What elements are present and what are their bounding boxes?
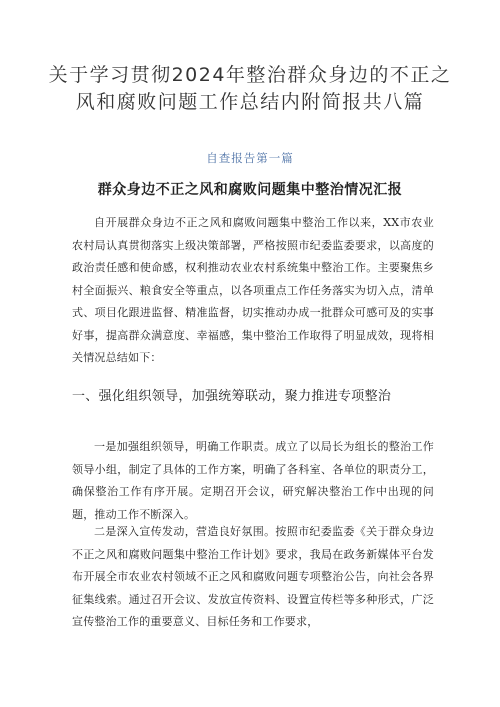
document-title: 关于学习贯彻2024年整治群众身边的不正之风和腐败问题工作总结内附简报共八篇 [48,64,452,113]
paragraph-publicity: 二是深入宣传发动，营造良好氛围。按照市纪委监委《关于群众身边不正之风和腐败问题集中整治工作计划》要求，我局在政务新媒体平台发布开展全市农业农村领域不正之风和腐败问题专项整治公告，向社会各界征集线索。通过召开会议、发放宣传资料、设置宣传栏等多种形式，广泛宣传整治工作的重要意义、目标任务和工作要求， [72,525,434,628]
paragraph-organization: 一是加强组织领导，明确工作职责。成立了以局长为组长的整治工作领导小组，制定了具体的工作方案，明确了各科室、各单位的职责分工，确保整治工作有序开展。定期召开会议，研究解决整治工作中出现的问题，推动工作不断深入。 [72,440,434,521]
section-heading-1: 一、强化组织领导，加强统筹联动，聚力推进专项整治 [72,389,392,404]
paragraph-intro: 自开展群众身边不正之风和腐败问题集中整治工作以来，XX市农业农村局认真贯彻落实上级决策部署，严格按照市纪委监委要求，以高度的政治责任感和使命感，权利推动农业农村系统集中整治工作。主要聚焦乡村全面振兴、粮食安全等重点，以各项重点工作任务落实为切入点，清单式、项目化跟进监督、精准监督，切实推动办成一批群众可感可及的实事好事，提高群众满意度、幸福感，集中整治工作取得了明显成效，现将相关情况总结如下： [72,216,434,364]
section-label: 自查报告第一篇 [206,151,294,165]
report-title: 群众身边不正之风和腐败问题集中整治情况汇报 [97,182,403,198]
